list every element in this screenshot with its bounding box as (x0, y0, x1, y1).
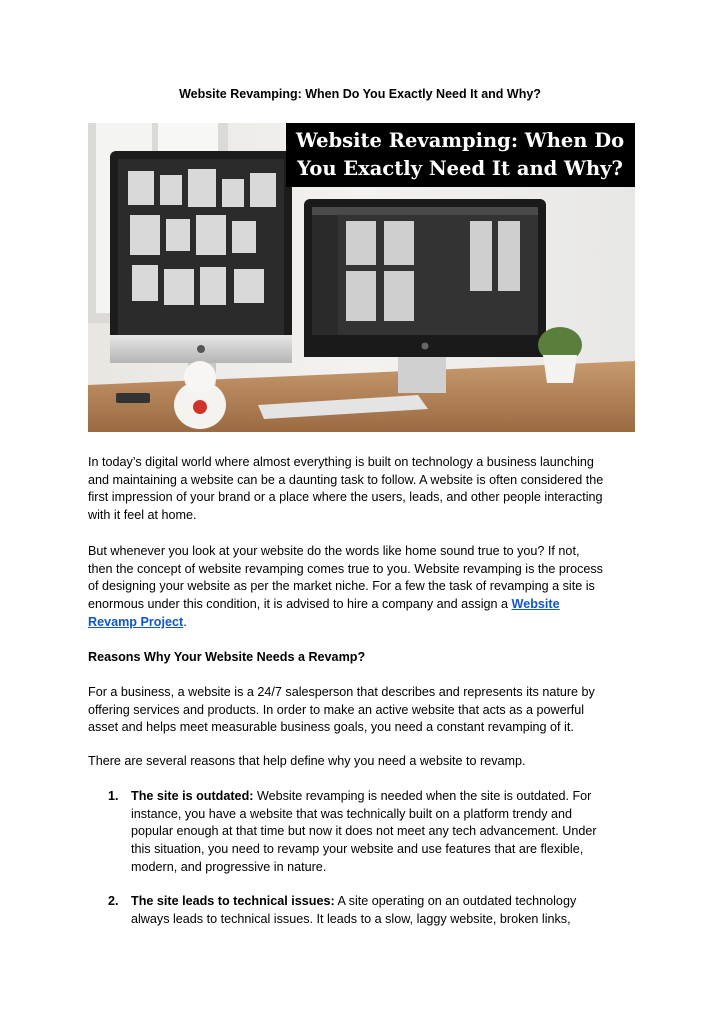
left-screen-thumbnails (128, 169, 276, 305)
right-screen-sidebar (312, 215, 338, 335)
website-revamp-project-link[interactable]: Website (511, 597, 560, 612)
text-line: first impression of your brand or a place where the users, leads, and other people interacting (88, 490, 603, 505)
hero-banner-line2: You Exactly Need It and Why? (297, 157, 623, 180)
apple-logo-icon (422, 343, 429, 350)
list-item-text (131, 788, 631, 877)
text-line: In today’s digital world where almost everything is built on technology a business launching (88, 455, 594, 469)
text-segment: Website revamping is needed when the site is outdated. For (253, 789, 592, 803)
list-number: 1. (108, 789, 119, 803)
right-screen-menubar (312, 207, 538, 215)
right-monitor-stand (398, 357, 446, 393)
text-segment: . (183, 614, 187, 629)
text-line: of designing your website as per the market niche. For a few the task of revamping a site is (88, 579, 595, 594)
reasons-intro-paragraph: There are several reasons that help define why you need a website to revamp. (88, 754, 526, 768)
text-line: then the concept of website revamping comes true to you. Website revamping is the process (88, 561, 603, 576)
speaker (116, 393, 150, 403)
text-line (88, 596, 648, 614)
text-line (131, 893, 631, 911)
text-line: always leads to technical issues. It leads to a slow, laggy website, broken links, (131, 911, 571, 926)
text-line: modern, and progressive in nature. (131, 859, 327, 874)
salesperson-paragraph (88, 684, 648, 737)
text-line (131, 788, 631, 806)
hero-banner-line1: Website Revamping: When Do (295, 129, 625, 152)
intro-paragraph (88, 454, 648, 525)
text-line: with it feel at home. (88, 508, 197, 523)
text-line: offering services and products. In order to make an active website that acts as a powerful (88, 702, 585, 717)
list-item-title: The site leads to technical issues: (131, 894, 335, 908)
text-line: instance, you have a website that was technically built on a platform trendy and (131, 806, 573, 821)
list-item-title: The site is outdated: (131, 789, 254, 803)
apple-logo-icon (197, 345, 205, 353)
list-number: 2. (108, 894, 119, 908)
text-line: For a business, a website is a 24/7 salesperson that describes and represents its nature by (88, 685, 595, 699)
text-line: asset and helps meet measurable business goals, you need a constant revamping of it. (88, 720, 574, 735)
text-line: But whenever you look at your website do the words like home sound true to you? If not, (88, 544, 580, 558)
text-line: popular enough at that time but now it does not meet any tech advancement. Under (131, 824, 597, 839)
hero-image (88, 123, 635, 432)
text-line: and maintaining a website can be a daunting task to follow. A website is often considered the (88, 472, 604, 487)
lucky-cat-head (184, 361, 216, 393)
document-title: Website Revamping: When Do You Exactly Need It and Why? (179, 87, 541, 101)
website-revamp-paragraph (88, 543, 648, 632)
text-segment: enormous under this condition, it is advised to hire a company and assign a (88, 597, 512, 612)
website-revamp-project-link[interactable]: Revamp Project (88, 614, 184, 629)
list-item-text (131, 893, 631, 928)
plant-pot (543, 355, 577, 383)
reasons-heading: Reasons Why Your Website Needs a Revamp? (88, 650, 366, 664)
text-segment: A site operating on an outdated technology (334, 894, 577, 908)
text-line: this situation, you need to revamp your website and use features that are flexible, (131, 842, 584, 857)
text-line (88, 614, 648, 632)
lucky-cat-coin (193, 400, 207, 414)
